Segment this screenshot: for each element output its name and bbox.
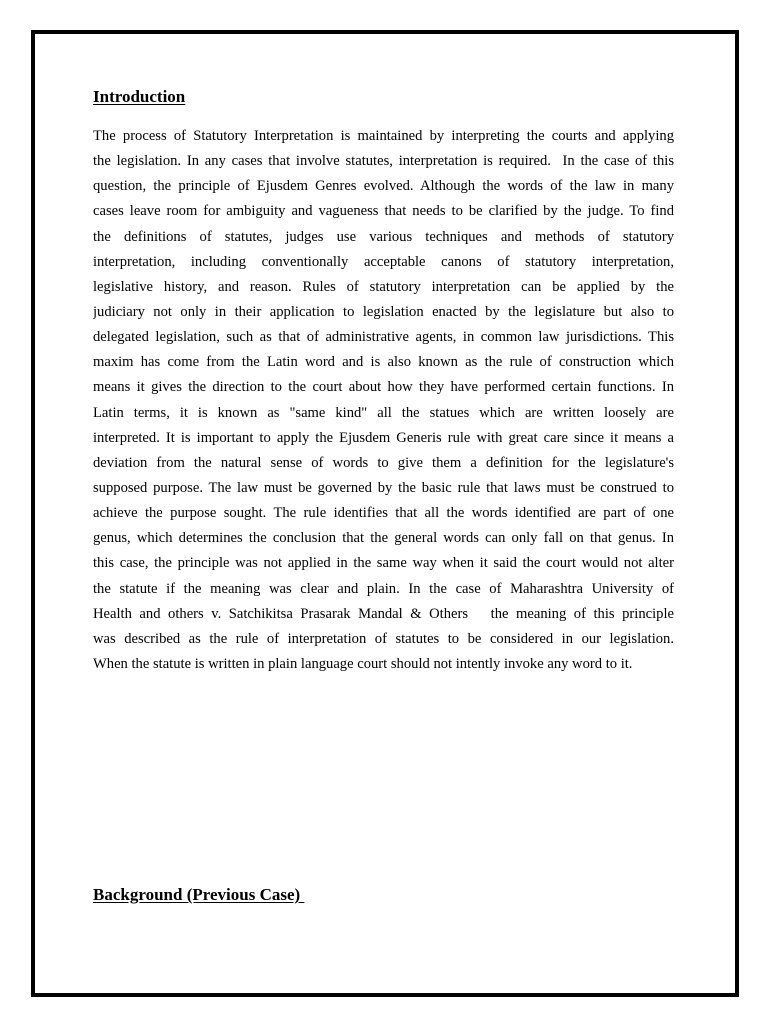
paragraph-line: this case, the principle was not applied in the same way when it said the court would not alter [93, 555, 674, 572]
paragraph-line: was described as the rule of interpretation of statutes to be considered in our legislation. [93, 630, 674, 647]
paragraph-line: achieve the purpose sought. The rule identifies that all the words identified are part of one [93, 505, 674, 522]
paragraph-line: genus, which determines the conclusion that the general words can only fall on that genus. In [93, 530, 674, 547]
background-heading: Background (Previous Case) [93, 885, 305, 904]
paragraph-line: the definitions of statutes, judges use various techniques and methods of statutory [93, 228, 674, 245]
paragraph-line: judiciary not only in their application to legislation enacted by the legislature but also to [93, 303, 674, 320]
paragraph-line: question, the principle of Ejusdem Genres evolved. Although the words of the law in many [93, 178, 674, 195]
paragraph-line: maxim has come from the Latin word and is also known as the rule of construction which [93, 354, 674, 371]
paragraph-line: delegated legislation, such as that of administrative agents, in common law jurisdictions. This [93, 329, 674, 346]
paragraph-line: the statute if the meaning was clear and plain. In the case of Maharashtra University of [93, 580, 674, 597]
paragraph-line: When the statute is written in plain language court should not intently invoke any word to it. [93, 655, 633, 672]
paragraph-line: The process of Statutory Interpretation is maintained by interpreting the courts and applying [93, 128, 674, 144]
paragraph-line: legislative history, and reason. Rules of statutory interpretation can be applied by the [93, 278, 674, 295]
introduction-heading: Introduction [93, 87, 186, 106]
paragraph-line: means it gives the direction to the court about how they have performed certain functions. In [93, 379, 674, 396]
paragraph-line: interpretation, including conventionally acceptable canons of statutory interpretation, [93, 253, 674, 270]
paragraph-line: deviation from the natural sense of words to give them a definition for the legislature's [93, 454, 674, 471]
paragraph-line: interpreted. It is important to apply the Ejusdem Generis rule with great care since it means a [93, 429, 674, 446]
paragraph-line: the legislation. In any cases that involve statutes, interpretation is required. In the case of this [93, 153, 674, 170]
paragraph-line: Latin terms, it is known as "same kind" all the statues which are written loosely are [93, 404, 674, 421]
paragraph-line: supposed purpose. The law must be governed by the basic rule that laws must be construed to [93, 479, 674, 496]
paragraph-line: Health and others v. Satchikitsa Prasarak Mandal & Others the meaning of this principle [93, 605, 674, 622]
paragraph-line: cases leave room for ambiguity and vagueness that needs to be clarified by the judge. To find [93, 203, 674, 220]
introduction-paragraph [93, 124, 674, 677]
